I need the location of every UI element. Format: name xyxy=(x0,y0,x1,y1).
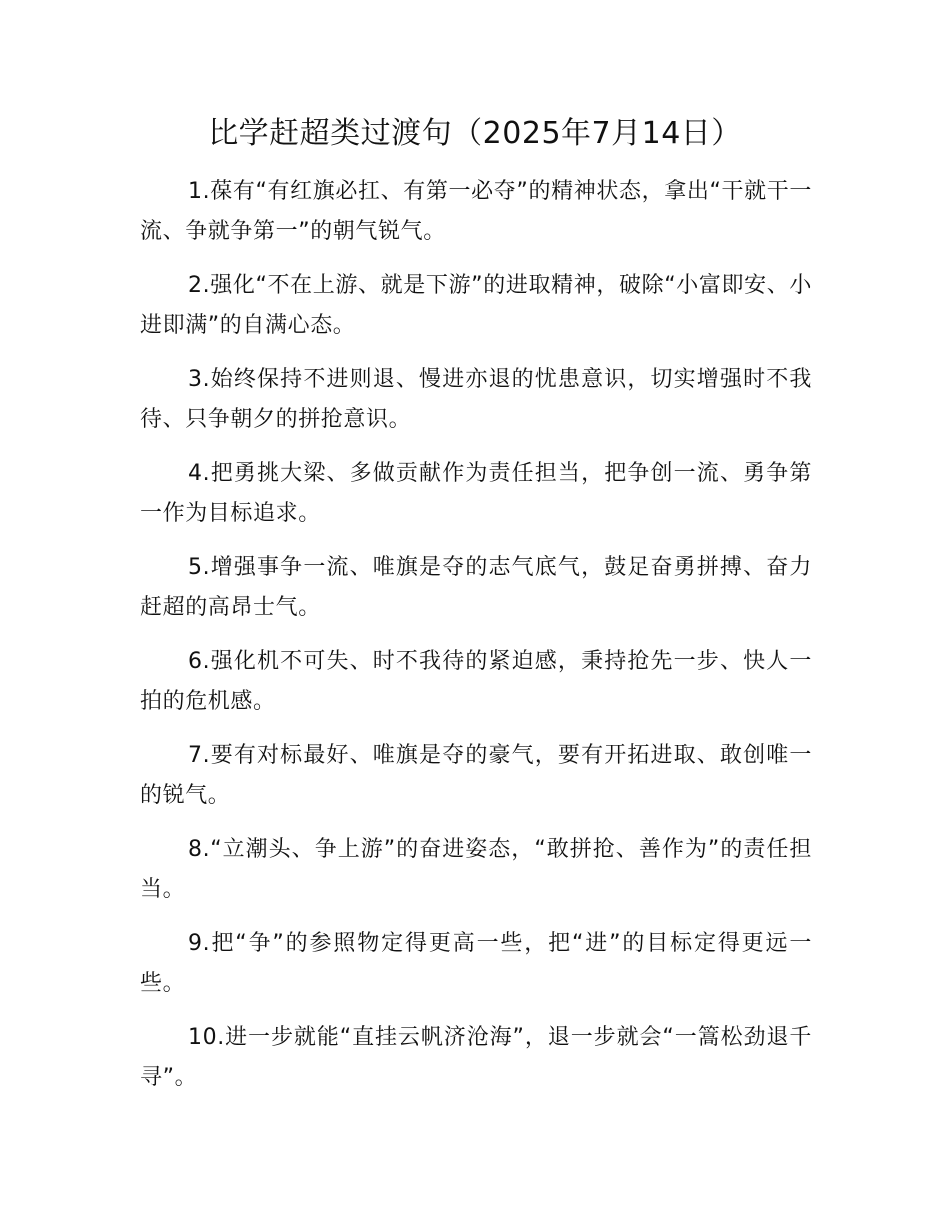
list-item: 7.要有对标最好、唯旗是夺的豪气，要有开拓进取、敢创唯一的锐气。 xyxy=(140,743,812,808)
document-title: 比学赶超类过渡句（2025年7月14日） xyxy=(208,116,742,151)
list-item: 8.“立潮头、争上游”的奋进姿态，“敢拼抢、善作为”的责任担当。 xyxy=(140,837,812,902)
list-item: 4.把勇挑大梁、多做贡献作为责任担当，把争创一流、勇争第一作为目标追求。 xyxy=(140,461,812,526)
list-item: 1.葆有“有红旗必扛、有第一必夺”的精神状态，拿出“干就干一流、争就争第一”的朝气锐气。 xyxy=(140,179,812,244)
list-item: 6.强化机不可失、时不我待的紧迫感，秉持抢先一步、快人一拍的危机感。 xyxy=(140,649,812,714)
list-item: 5.增强事争一流、唯旗是夺的志气底气，鼓足奋勇拼搏、奋力赶超的高昂士气。 xyxy=(140,555,812,620)
list-item: 9.把“争”的参照物定得更高一些，把“进”的目标定得更远一些。 xyxy=(140,931,812,996)
sentence-list xyxy=(140,172,812,1112)
list-item: 3.始终保持不进则退、慢进亦退的忧患意识，切实增强时不我待、只争朝夕的拼抢意识。 xyxy=(140,367,812,432)
list-item: 10.进一步就能“直挂云帆济沧海”，退一步就会“一篙松劲退千寻”。 xyxy=(140,1025,812,1090)
list-item: 2.强化“不在上游、就是下游”的进取精神，破除“小富即安、小进即满”的自满心态。 xyxy=(140,273,812,338)
